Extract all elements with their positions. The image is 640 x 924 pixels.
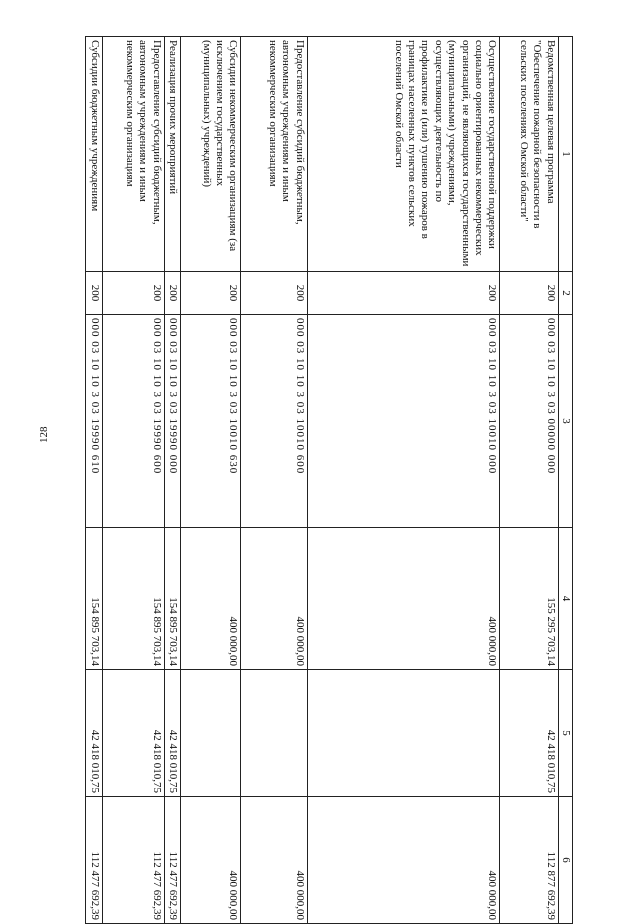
row-code: 000 03 10 10 3 03 19990 610 <box>86 315 103 528</box>
page-number: 128 <box>38 426 50 443</box>
row-amount-col5: 42 418 010,75 <box>164 670 180 797</box>
row-amount-total: 154 895 703,14 <box>102 528 164 670</box>
row-amount-col6: 400 000,00 <box>241 797 307 924</box>
row-amount-total: 400 000,00 <box>181 528 241 670</box>
row-amount-col6: 400 000,00 <box>307 797 500 924</box>
column-header: 2 <box>558 272 572 315</box>
row-amount-col5: 42 418 010,75 <box>500 670 558 797</box>
column-header: 4 <box>558 528 572 670</box>
column-header: 5 <box>558 670 572 797</box>
row-grbs: 200 <box>307 272 500 315</box>
row-name: Субсидии бюджетным учреждениям <box>86 37 103 272</box>
row-code: 000 03 10 10 3 03 10010 600 <box>241 315 307 528</box>
row-grbs: 200 <box>241 272 307 315</box>
row-amount-col6: 112 877 692,39 <box>500 797 558 924</box>
row-amount-total: 154 895 703,14 <box>164 528 180 670</box>
table-row <box>307 37 500 924</box>
row-name: Осуществление государственной поддержки социально ориентированных некоммерческих организаций, не являющихся государственными (муниципальными) учреждениями, осуществляющих деятельность по профилактике и (или) тушению пожаров в границах населенных пунктов сельских поселений Омской области <box>307 37 500 272</box>
row-grbs: 200 <box>181 272 241 315</box>
column-header: 1 <box>558 37 572 272</box>
rotated-table-sheet <box>85 36 573 920</box>
row-amount-col6: 112 477 692,39 <box>164 797 180 924</box>
row-amount-col5: 42 418 010,75 <box>102 670 164 797</box>
table-row <box>500 37 558 924</box>
table-row <box>102 37 164 924</box>
row-amount-total: 400 000,00 <box>241 528 307 670</box>
row-amount-col6: 400 000,00 <box>181 797 241 924</box>
row-amount-col5 <box>181 670 241 797</box>
row-code: 000 03 10 10 3 03 19990 600 <box>102 315 164 528</box>
table-row <box>86 37 103 924</box>
row-grbs: 200 <box>102 272 164 315</box>
row-name: Реализация прочих мероприятий <box>164 37 180 272</box>
row-grbs: 200 <box>86 272 103 315</box>
row-grbs: 200 <box>164 272 180 315</box>
row-name: Ведомственная целевая программа "Обеспечение пожарной безопасности в сельских поселениях Омской области" <box>500 37 558 272</box>
row-name: Предоставление субсидий бюджетным, автономным учреждениям и иным некоммерческим организациям <box>102 37 164 272</box>
row-code: 000 03 10 10 3 03 00000 000 <box>500 315 558 528</box>
table-row <box>164 37 180 924</box>
row-amount-total: 400 000,00 <box>307 528 500 670</box>
row-code: 000 03 10 10 3 03 10010 000 <box>307 315 500 528</box>
table-row <box>181 37 241 924</box>
column-header: 3 <box>558 315 572 528</box>
budget-table <box>85 36 573 924</box>
row-amount-col5 <box>307 670 500 797</box>
row-name: Субсидии некоммерческим организациям (за исключением государственных (муниципальных) учреждений) <box>181 37 241 272</box>
row-amount-total: 154 895 703,14 <box>86 528 103 670</box>
table-row <box>241 37 307 924</box>
row-amount-col5: 42 418 010,75 <box>86 670 103 797</box>
row-amount-total: 155 295 703,14 <box>500 528 558 670</box>
row-amount-col5 <box>241 670 307 797</box>
row-name: Предоставление субсидий бюджетным, автономным учреждениям и иным некоммерческим организациям <box>241 37 307 272</box>
row-grbs: 200 <box>500 272 558 315</box>
column-header: 6 <box>558 797 572 924</box>
row-code: 000 03 10 10 3 03 19990 000 <box>164 315 180 528</box>
row-amount-col6: 112 477 692,39 <box>86 797 103 924</box>
row-code: 000 03 10 10 3 03 10010 630 <box>181 315 241 528</box>
row-amount-col6: 112 477 692,39 <box>102 797 164 924</box>
column-number-row <box>558 37 572 924</box>
